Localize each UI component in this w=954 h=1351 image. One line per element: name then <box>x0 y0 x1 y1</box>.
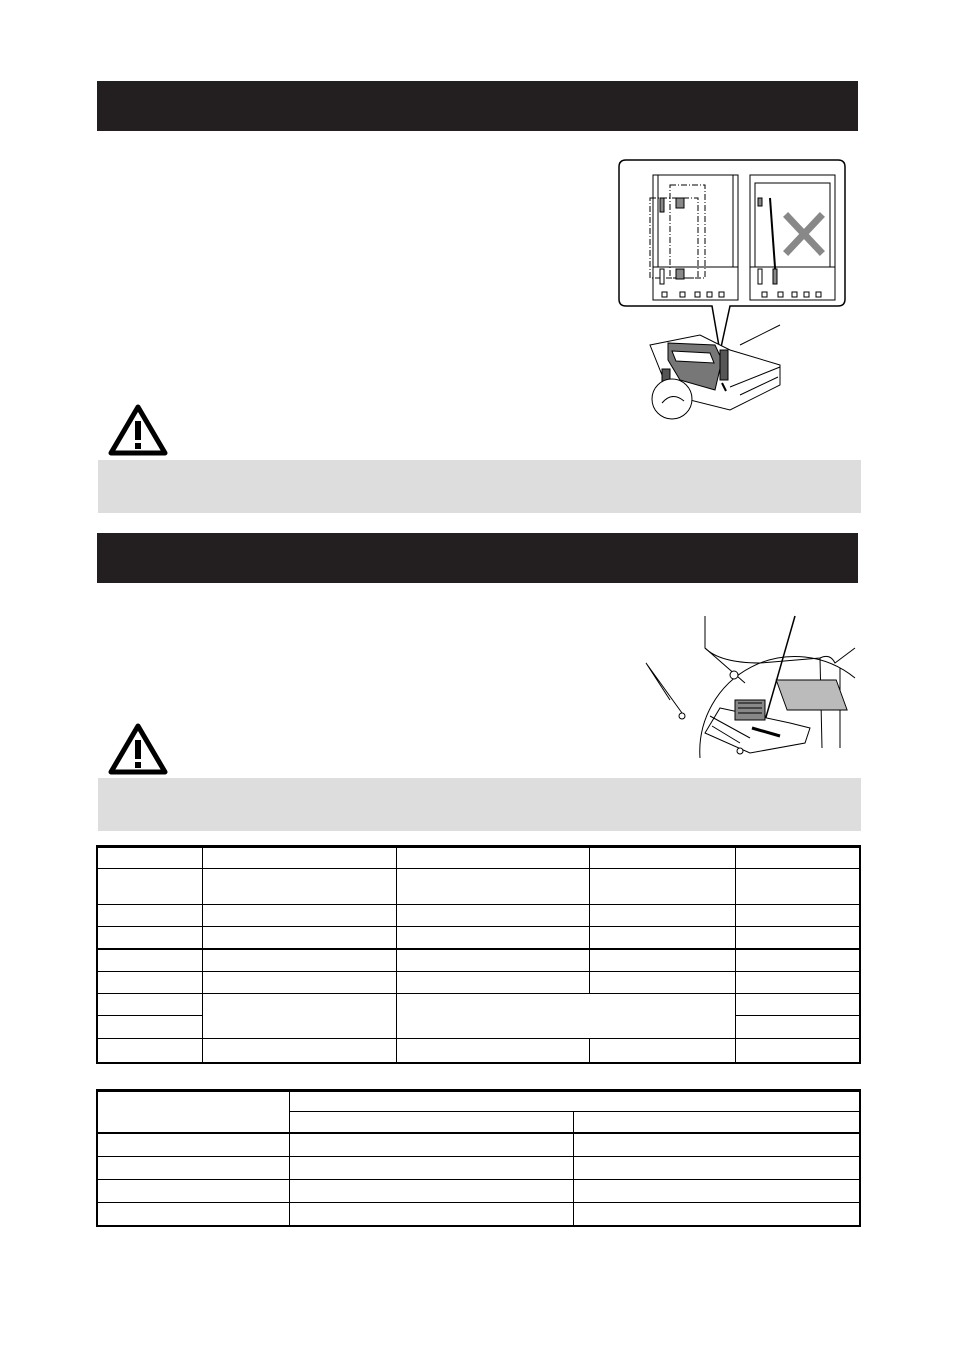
table-row <box>98 927 860 949</box>
table-row <box>98 949 860 971</box>
table-row <box>98 847 860 868</box>
table-row <box>98 868 860 904</box>
table-row <box>98 1179 860 1202</box>
interface-board-illustration <box>640 608 860 760</box>
warning-triangle-icon <box>108 404 168 456</box>
caution-box-2 <box>98 778 861 831</box>
caution-box-1 <box>98 460 861 513</box>
table-row <box>98 1202 860 1225</box>
table-row <box>98 971 860 993</box>
section-2-header <box>97 533 858 583</box>
spec-table-1 <box>97 846 860 1063</box>
section-1-header <box>97 81 858 131</box>
table-row <box>98 994 860 1016</box>
warning-triangle-icon <box>108 723 168 775</box>
table-row <box>98 1156 860 1179</box>
guide-illustration <box>610 155 850 430</box>
screw-board-icon <box>640 608 860 760</box>
table-row <box>98 905 860 927</box>
table-row <box>98 1038 860 1062</box>
table-row <box>98 1091 860 1111</box>
table-row <box>98 1133 860 1156</box>
spec-table-2 <box>97 1090 860 1226</box>
